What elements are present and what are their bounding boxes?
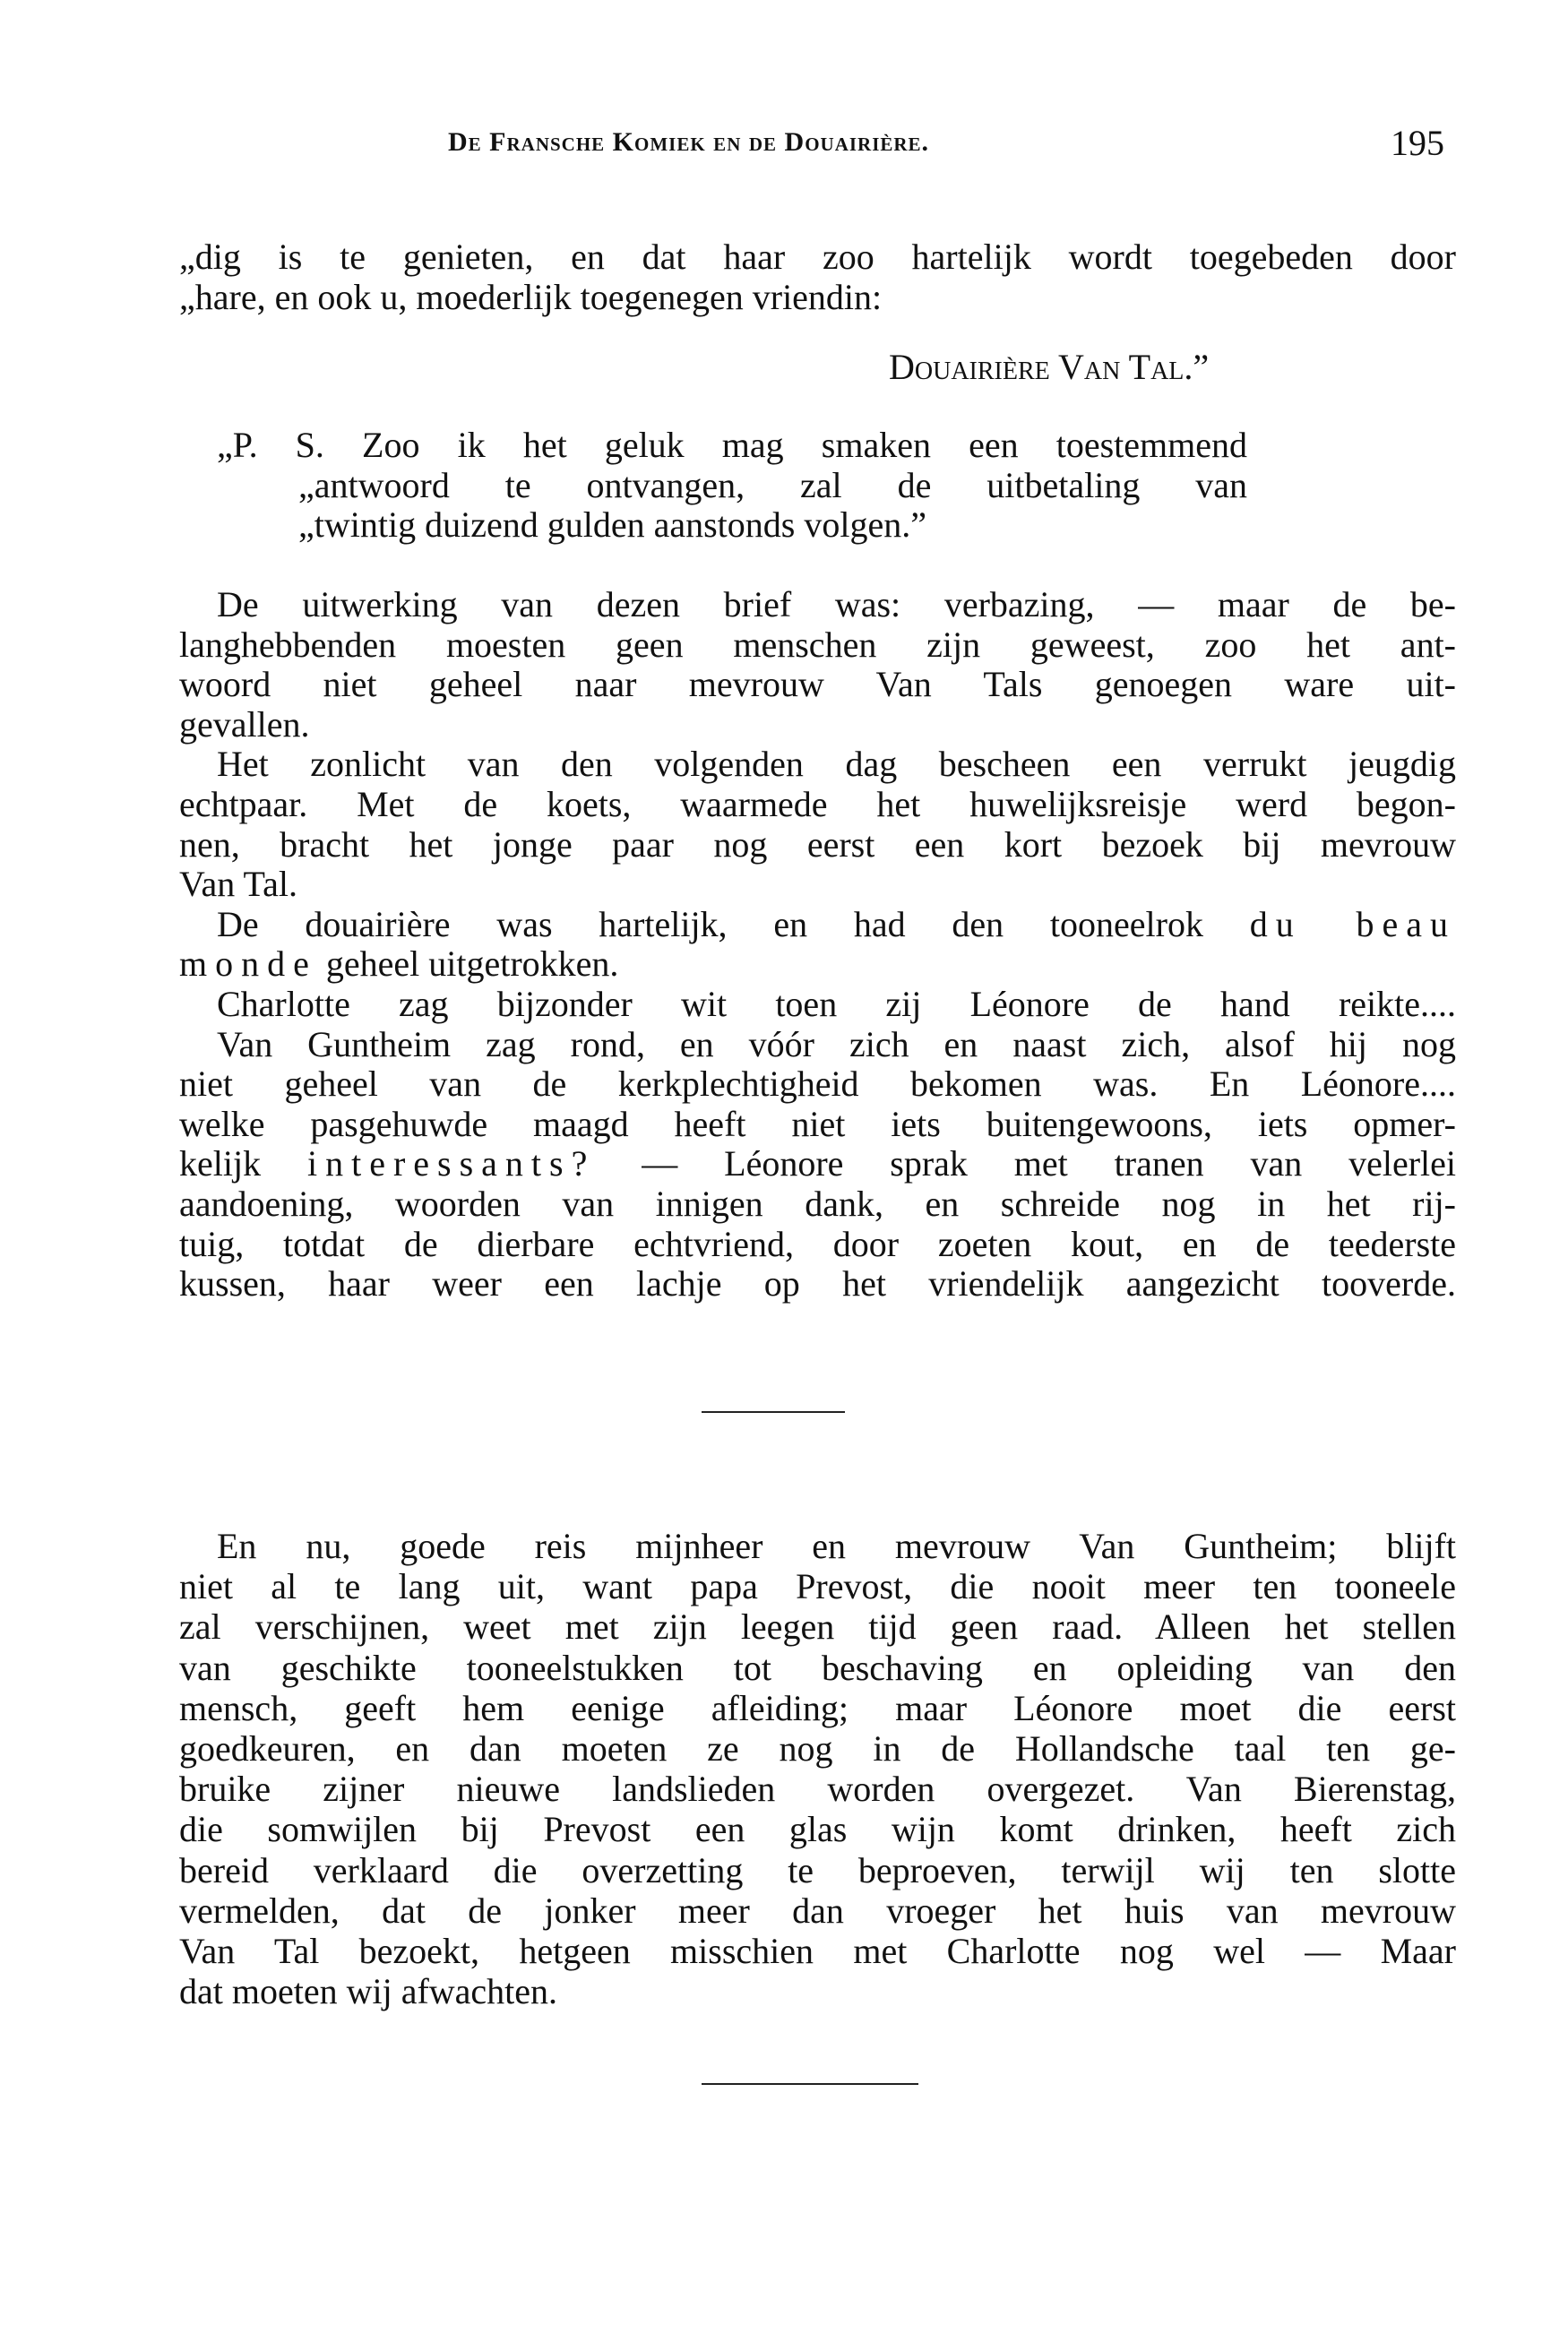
text-line: „twintig duizend gulden aanstonds volgen.” — [298, 504, 926, 546]
text-line — [179, 1144, 1456, 1184]
spaced-phrase: interessants? — [306, 1143, 596, 1184]
letter-signature: Douairière Van Tal.” — [889, 347, 1210, 387]
text-line: niet al te lang uit, want papa Prevost, die nooit meer ten tooneele — [179, 1566, 1456, 1607]
text-line: aandoening, woorden van innigen dank, en schreide nog in het rij- — [179, 1183, 1456, 1224]
postscript — [217, 426, 1247, 546]
text-line: dat moeten wij afwachten. — [179, 1971, 558, 2012]
text-line: langhebbenden moesten geen menschen zijn geweest, zoo het ant- — [179, 624, 1456, 665]
end-divider — [702, 2083, 918, 2085]
page-number: 195 — [1391, 123, 1444, 163]
text-line: goedkeuren, en dan moeten ze nog in de Hollandsche taal ten ge- — [179, 1727, 1456, 1769]
text-line: Van Tal bezoekt, hetgeen misschien met Charlotte nog wel — Maar — [179, 1930, 1456, 1971]
paragraph — [179, 905, 1456, 985]
letter-closing — [179, 237, 1456, 317]
text-line: „antwoord te ontvangen, zal de uitbetaling van — [298, 464, 1247, 505]
text-line: vermelden, dat de jonker meer dan vroeger het huis van mevrouw — [179, 1890, 1456, 1931]
text-line: Van Guntheim zag rond, en vóór zich en naast zich, alsof hij nog — [217, 1023, 1456, 1064]
spaced-phrase: monde — [179, 943, 317, 985]
text-line: echtpaar. Met de koets, waarmede het huwelijksreisje werd begon- — [179, 783, 1456, 824]
text-line: mensch, geeft hem eenige afleiding; maar Léonore moet die eerst — [179, 1687, 1456, 1728]
text-line: En nu, goede reis mijnheer en mevrouw Van Guntheim; blijft — [217, 1526, 1456, 1566]
text-line: „hare, en ook u, moederlijk toegenegen vriendin: — [179, 276, 883, 317]
spaced-phrase: du beau — [1249, 903, 1457, 944]
text-line: Van Tal. — [179, 864, 297, 905]
section-divider — [702, 1411, 845, 1413]
text-line: nen, bracht het jonge paar nog eerst een kort bezoek bij mevrouw — [179, 823, 1456, 865]
text-line: bruike zijner nieuwe landslieden worden overgezet. Van Bierenstag, — [179, 1769, 1456, 1810]
text-line: Het zonlicht van den volgenden dag bescheen een verrukt jeugdig — [217, 744, 1456, 785]
paragraph — [179, 985, 1456, 1025]
text-line: zal verschijnen, weet met zijn leegen tijd geen raad. Alleen het stellen — [179, 1606, 1456, 1648]
text-line — [179, 944, 1456, 985]
text-line: kussen, haar weer een lachje op het vriendelijk aangezicht tooverde. — [179, 1263, 1456, 1305]
text-line — [179, 905, 1456, 945]
paragraph — [179, 585, 1456, 745]
closing-paragraph — [179, 1526, 1456, 2011]
running-title: De Fransche Komiek en de Douairière. — [448, 127, 930, 157]
text-segment: geheel uitgetrokken. — [325, 943, 619, 985]
text-segment: — Léonore sprak met tranen van velerlei — [642, 1143, 1457, 1184]
text-line: niet geheel van de kerkplechtigheid bekomen was. En Léonore.... — [179, 1063, 1456, 1105]
text-segment: kelijk — [179, 1143, 262, 1184]
main-text — [179, 585, 1456, 1305]
text-line: tuig, totdat de dierbare echtvriend, door zoeten kout, en de teederste — [179, 1223, 1456, 1264]
text-line: van geschikte tooneelstukken tot beschaving en opleiding van den — [179, 1647, 1456, 1688]
text-line: welke pasgehuwde maagd heeft niet iets buitengewoons, iets opmer- — [179, 1103, 1456, 1144]
text-line: gevallen. — [179, 703, 310, 745]
text-line: „dig is te genieten, en dat haar zoo hartelijk wordt toegebeden door — [179, 237, 1456, 277]
paragraph — [179, 745, 1456, 904]
text-line: De uitwerking van dezen brief was: verbazing, — maar de be- — [217, 584, 1456, 624]
paragraph — [179, 1025, 1456, 1305]
text-line: Charlotte zag bijzonder wit toen zij Léonore de hand reikte.... — [217, 983, 1456, 1024]
text-line: bereid verklaard die overzetting te beproeven, terwijl wij ten slotte — [179, 1849, 1456, 1890]
text-line: „P. S. Zoo ik het geluk mag smaken een toestemmend — [217, 425, 1247, 465]
text-segment: De douairière was hartelijk, en had den tooneelrok — [217, 903, 1203, 944]
text-line: woord niet geheel naar mevrouw Van Tals genoegen ware uit- — [179, 664, 1456, 705]
text-line: die somwijlen bij Prevost een glas wijn komt drinken, heeft zich — [179, 1809, 1456, 1850]
